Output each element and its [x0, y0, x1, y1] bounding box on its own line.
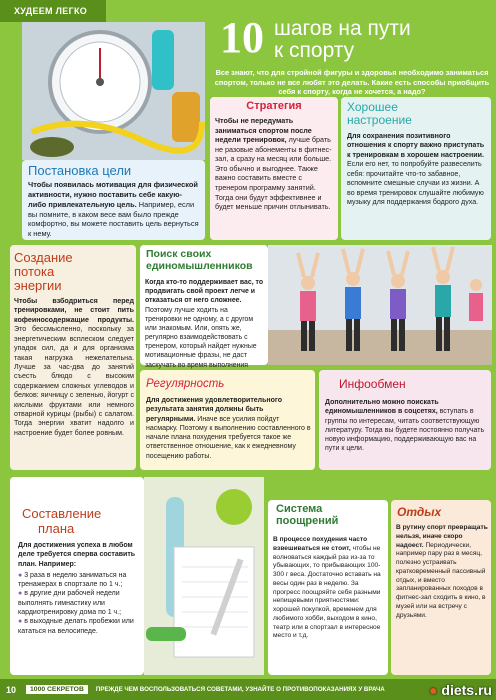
strategy-section [210, 97, 338, 240]
mood-text [347, 132, 487, 207]
plan-item [18, 571, 140, 590]
bullet-icon: ● [18, 618, 23, 626]
plan-lead: Для достижения успеха в любом деле требуется сперва составить план. Например: [18, 542, 136, 568]
mood-title-line1: Хорошее [347, 100, 398, 114]
energy-text [14, 297, 134, 438]
goal-body: Например, если вы помните, в каком весе вам было прежде комфортно, вы можете поставить цель вернуться к нему. [28, 199, 199, 239]
info-lead: Дополнительно можно поискать единомышленников в соцсетях, [325, 399, 439, 416]
strategy-title: Стратегия [246, 100, 302, 112]
energy-title-line1: Создание [14, 250, 73, 265]
goal-title: Постановка цели [28, 163, 132, 178]
fitness-group-photo [268, 245, 492, 365]
rest-text [396, 524, 488, 620]
intro-text: Все знают, что для стройной фигуры и здоровья необходимо заниматься спортом, только не все любят это делать. Какие есть способы приобщить себя к спорту, когда не хочется, а надо? [214, 68, 490, 97]
notebook-apple-photo [144, 477, 264, 675]
rest-title: Отдых [397, 505, 442, 519]
notebook-illustration [144, 477, 264, 675]
rewards-body: чтобы не волноваться каждый раз из-за то убывающих, то прибывающих 100-300 г веса. Достаточно вставать на весы один раз в неделю. За прогресс поощряйте себя разными непищевыми приятностями: хорошей покупкой, временем для любимого хобби, выходом в кино, театр или в спортзал в интересное место и т.д. [273, 544, 381, 640]
bullet-icon: ● [18, 571, 23, 579]
goal-section [22, 160, 205, 240]
plan-title-line1: Составление [22, 506, 102, 521]
mood-body: Если его нет, то попробуйте развеселить себя: прочитайте что-то забавное, вспомните смешные случаи из жизни. А во время тренировок слушайте любимую музыку для поддержания бодрого духа. [347, 160, 484, 206]
likeminded-section [140, 245, 268, 369]
article-header [210, 10, 492, 105]
title-line2: к спорту [274, 39, 355, 62]
scale-weights-photo [22, 22, 205, 160]
strategy-text [215, 116, 335, 212]
mood-lead: Для сохранения позитивного отношения к спорту важно приступать к тренировкам в хорошем настроении. [347, 132, 485, 159]
likeminded-title-line2: единомышленников [146, 260, 253, 272]
plan-text [18, 541, 140, 636]
info-section [319, 370, 491, 470]
likeminded-text [145, 278, 265, 379]
strategy-lead: Чтобы не передумать заниматься спортом после недели тренировок, [215, 116, 312, 145]
mood-title-line2: настроение [347, 113, 412, 127]
info-title: Инфообмен [339, 377, 406, 391]
rewards-title-line1: Система [276, 503, 323, 515]
energy-title-line3: энергии [14, 278, 62, 293]
rest-lead: В рутину спорт превращать нельзя, иначе скоро надоест. [396, 524, 488, 549]
section-tag: ХУДЕЕМ ЛЕГКО [0, 0, 106, 22]
plan-item-text: в другие дни рабочей недели выполнять гимнастику или кардиотренировку дома по 1 ч.; [18, 590, 122, 617]
energy-section [10, 245, 136, 470]
rewards-title-line2: поощрений [276, 515, 339, 527]
energy-body: Это бессмысленно, поскольку за энергетическим всплеском следует упадок сил, да и для организма такая нагрузка нежелательна. Лучше за час-два до занятий съесть блюдо с высоким содержанием сложных углеводов и белков: яичницу с зеленью, йогурт с кислыми фруктами или немного отварной курицы (рыбы) с салатом. Тогда энергии хватит надолго и настроение будет более ровным. [14, 325, 134, 437]
fitness-illustration [268, 245, 492, 365]
rest-section [391, 500, 491, 675]
plan-item-text: 3 раза в неделю заниматься на тренажерах в спортзале по 1 ч.; [18, 571, 127, 589]
plan-item-text: в выходные делать пробежки или кататься на велосипеде. [18, 618, 134, 635]
regularity-text [146, 396, 311, 461]
plan-item [18, 617, 140, 636]
footer-disclaimer: ПРЕЖДЕ ЧЕМ ВОСПОЛЬЗОВАТЬСЯ СОВЕТАМИ, УЗНАЙТЕ О ПРОТИВОПОКАЗАНИЯХ У ВРАЧА [95, 686, 385, 693]
rewards-section [268, 500, 388, 675]
energy-title-line2: потока [14, 264, 55, 279]
likeminded-title-line1: Поиск своих [146, 248, 212, 260]
info-text [325, 398, 487, 454]
info-body: вступать в группы по интересам, читать соответствующую литературу. Тогда вы будете постоянно получать новую информацию, поддерживающую вас на пути к цели. [325, 408, 485, 453]
rest-body: Периодически, например пару раз в месяц, полезно устраивать кратковременный пассивный отдых, и вместо запланированных походов в фитнес-зал сходить в кино, в музей или на встречу с друзьями. [396, 541, 486, 619]
page-number: 10 [6, 684, 17, 695]
scale-illustration [22, 22, 205, 160]
diets-watermark [429, 682, 492, 698]
regularity-lead: Для достижения удовлетворительного результата занятия должны быть регулярными. [146, 397, 283, 423]
mood-section [341, 97, 491, 240]
watermark-apple-icon: ● [429, 681, 438, 698]
rewards-lead: В процессе похудения часто взвешиваться не стоит, [273, 536, 368, 552]
plan-section [10, 477, 144, 675]
goal-text [28, 180, 200, 239]
rewards-text [273, 536, 385, 641]
energy-lead: Чтобы взбодриться перед тренировками, не стоит пить кофеиносодержащие продукты. [14, 297, 134, 324]
page-footer [0, 679, 496, 700]
magazine-name: 1000 СЕКРЕТОВ [26, 685, 88, 694]
regularity-title: Регулярность [146, 378, 225, 390]
regularity-section [140, 370, 315, 470]
plan-item [18, 589, 140, 617]
bullet-icon: ● [18, 590, 23, 598]
title-line1: шагов на пути [274, 17, 411, 40]
goal-lead: Чтобы появилась мотивация для физической активности, нужно поставить себе какую-либо привлекательную цель. [28, 180, 198, 209]
title-number: 10 [220, 13, 264, 62]
likeminded-body: Поэтому лучше ходить на тренировки не одному, а с другом или знакомым. Или, опять же, регулярно взаимодействовать с тренером, который найдет нужные мотивационные фразы, не даст заскучать во время выполнения [145, 306, 257, 369]
regularity-body: Иначе все усилия пойдут насмарку. Поэтому к выполнению составленного в начале плана похудения требуется такое же ответственное отношение, как к ежедневному посещению работы. [146, 415, 311, 460]
plan-title-line2: плана [38, 521, 75, 536]
strategy-body: лучше брать не разовые абонементы в фитнес-зал, а сразу на месяц или больше. Это обычно и выгоднее. Также важно составить вместе с тренером программу занятий. Тогда они будут эффективнее и будет меньше причин отлынивать. [215, 135, 332, 212]
watermark-text: diets.ru [441, 681, 492, 698]
likeminded-lead: Когда кто-то поддерживает вас, то продвигать свой проект легче и отказаться от него сложнее. [145, 279, 264, 305]
